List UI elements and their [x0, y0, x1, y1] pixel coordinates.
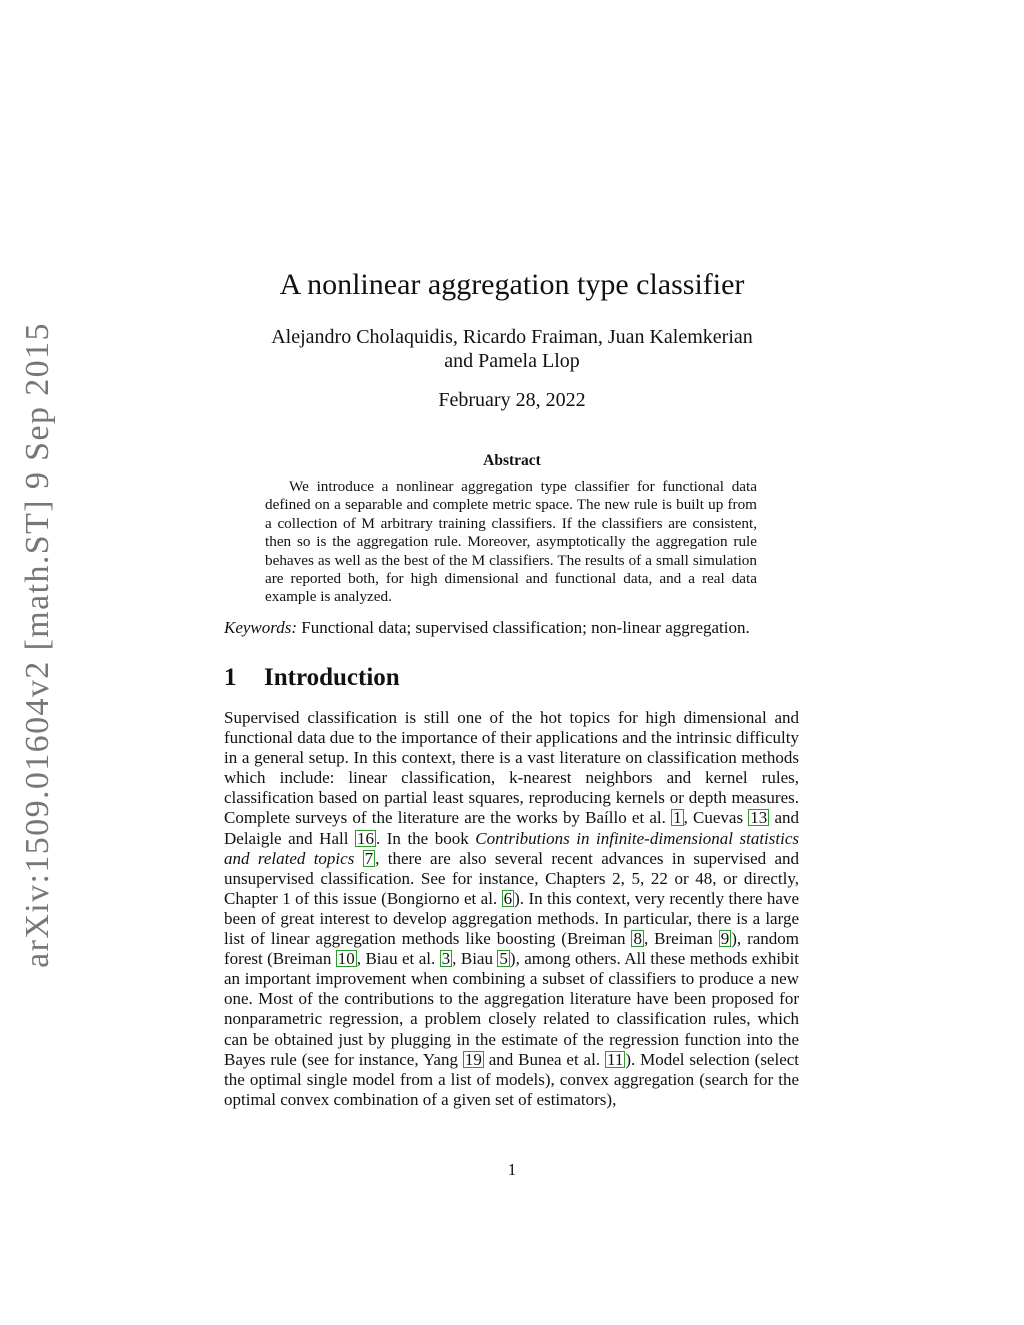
abstract-heading: Abstract — [483, 452, 541, 469]
intro-text: , Biau et al. — [356, 949, 436, 969]
citation-link[interactable]: 9 — [720, 929, 730, 949]
author-list — [0, 325, 1024, 373]
intro-text: . In the book — [375, 828, 469, 848]
intro-text: and Delaigle and Hall — [224, 808, 800, 848]
intro-text: , Biau — [452, 949, 493, 969]
page-number: 1 — [507, 1160, 517, 1179]
intro-text: , Breiman — [643, 929, 713, 949]
citation-link[interactable]: 7 — [364, 848, 374, 868]
section-heading-introduction — [224, 664, 400, 692]
citation-link[interactable]: 6 — [503, 888, 513, 908]
book-title: Contributions in infinite-dimensional statistics and related topics — [224, 828, 799, 868]
intro-text: ), random forest (Breiman — [224, 929, 800, 969]
authors-line-2: and Pamela Llop — [444, 350, 580, 372]
authors-line-1: Alejandro Cholaquidis, Ricardo Fraiman, Juan Kalemkerian — [271, 326, 753, 348]
citation-link[interactable]: 1 — [673, 808, 682, 828]
section-title: Introduction — [264, 664, 400, 691]
citation-link[interactable]: 16 — [356, 828, 374, 848]
paper-date: February 28, 2022 — [438, 389, 586, 411]
citation-link[interactable]: 19 — [464, 1049, 482, 1069]
intro-text: , there are also several recent advances in supervised and unsupervised classification. See for instance, Chapters 2, 5, 22 or 48, or directly, Chapter 1 of this issue (Bongiorno et al. — [224, 848, 799, 908]
intro-text: Supervised classification is still one of the hot topics for high dimensional and functional data due to the importance of their applications and the intrinsic difficulty in a general setup. In this context, there is a vast literature on classification methods which include: linear classification, k-nearest neighbors and kernel rules, classification based on partial least squares, reproducing kernels or depth measures. Complete surveys of the literature are the works by Baíllo et al. — [224, 708, 799, 828]
intro-text: , Cuevas — [683, 808, 744, 828]
citation-link[interactable]: 5 — [499, 949, 508, 969]
citation-link[interactable]: 3 — [441, 949, 451, 969]
keywords-label: Keywords: — [224, 618, 298, 637]
citation-link[interactable]: 8 — [633, 929, 642, 949]
citation-link[interactable]: 11 — [606, 1049, 624, 1069]
intro-text: ). In this context, very recently there have been of great interest to develop aggregation methods. In particular, there is a large list of linear aggregation methods like boosting (Breiman — [224, 888, 800, 949]
keywords-text: Functional data; supervised classification; non-linear aggregation. — [301, 618, 750, 637]
abstract-text: We introduce a nonlinear aggregation type classifier for functional data defined on a separable and complete metric space. The new rule is built up from a collection of M arbitrary training classifiers. If the classifiers are consistent, then so is the aggregation rule. Moreover, asymptotically the aggregation rule behaves as well as the best of the M classifiers. The results of a small simulation are reported both, for high dimensional and functional data, and a real data example is analyzed. — [265, 478, 757, 606]
citation-link[interactable]: 13 — [750, 808, 768, 828]
intro-text: ). Model selection (select the optimal single model from a list of models), convex aggregation (search for the optimal convex combination of a given set of estimators), — [224, 1049, 800, 1109]
arxiv-identifier[interactable]: arXiv:1509.01604v2 [math.ST] 9 Sep 2015 — [19, 322, 56, 968]
paper-title: A nonlinear aggregation type classifier — [279, 268, 745, 301]
intro-text: ), among others. All these methods exhibit an important improvement when combining a subset of classifiers to produce a new one. Most of the contributions to the aggregation literature have been proposed for nonparametric regression, a problem closely related to classification rules, which can be obtained just by plugging in the estimate of the regression function into the Bayes rule (see for instance, Yang — [224, 949, 800, 1069]
section-number: 1 — [224, 664, 237, 691]
keywords — [224, 618, 800, 638]
introduction-paragraph — [224, 708, 799, 1110]
intro-text: and Bunea et al. — [488, 1049, 601, 1069]
citation-link[interactable]: 10 — [337, 949, 355, 969]
